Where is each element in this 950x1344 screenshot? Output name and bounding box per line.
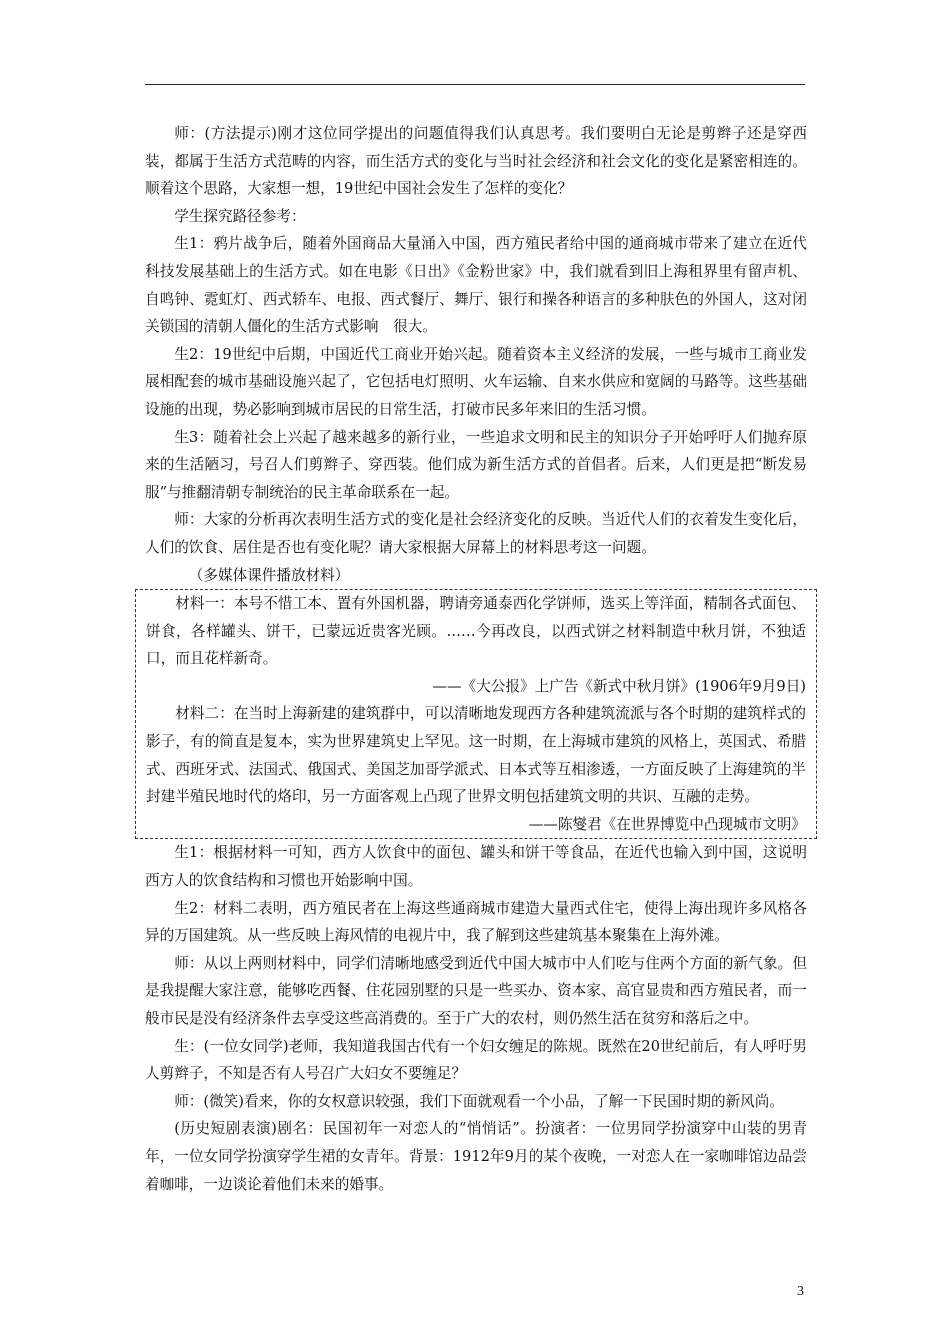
paragraph: 生3：随着社会上兴起了越来越多的新行业，一些追求文明和民主的知识分子开始呼吁人们抛弃原来的生活陋习，号召人们剪辫子、穿西装。他们成为新生活方式的首倡者。后来，人们更是把“断发易服”与推翻清朝专制统治的民主革命联系在一起。	[145, 428, 807, 501]
paragraph: 生2：材料二表明，西方殖民者在上海这些通商城市建造大量西式住宅，使得上海出现许多风格各异的万国建筑。从一些反映上海风情的电视片中，我了解到这些建筑基本聚集在上海外滩。	[145, 899, 807, 945]
paragraph: 生1：鸦片战争后，随着外国商品大量涌入中国，西方殖民者给中国的通商城市带来了建立在近代科技发展基础上的生活方式。如在电影《日出》《金粉世家》中，我们就看到旧上海租界里有留声机、自鸣钟、霓虹灯、西式轿车、电报、西式餐厅、舞厅、银行和操各种语言的多种肤色的外国人，这对闭关锁国的清朝人僵化的生活方式影响 很大。	[145, 235, 807, 336]
materials-box	[135, 589, 817, 839]
material-two-text: 材料二：在当时上海新建的建筑群中，可以清晰地发现西方各种建筑流派与各个时期的建筑样式的影子，有的简直是复本，实为世界建筑史上罕见。这一时期，在上海城市建筑的风格上，英国式、希腊式、西班牙式、法国式、俄国式、美国芝加哥学派式、日本式等互相渗透，一方面反映了上海建筑的半封建半殖民地时代的烙印，另一方面客观上凸现了世界文明包括建筑文明的共识、互融的走势。	[146, 705, 806, 806]
paragraph: 生2：19世纪中后期，中国近代工商业开始兴起。随着资本主义经济的发展，一些与城市工商业发展相配套的城市基础设施兴起了，它包括电灯照明、火车运输、自来水供应和宽阔的马路等。这些基础设施的出现，势必影响到城市居民的日常生活，打破市民多年来旧的生活习惯。	[145, 345, 807, 418]
multimedia-caption: （多媒体课件播放材料）	[188, 566, 350, 584]
paragraph: 师：(微笑)看来，你的女权意识较强，我们下面就观看一个小品，了解一下民国时期的新风尚。	[174, 1092, 784, 1110]
header-rule	[145, 84, 805, 85]
paragraph: (历史短剧表演)剧名：民国初年一对恋人的“悄悄话”。扮演者：一位男同学扮演穿中山装的男青年，一位女同学扮演穿学生裙的女青年。背景：1912年9月的某个夜晚，一对恋人在一家咖啡馆边品尝着咖啡，一边谈论着他们未来的婚事。	[145, 1120, 807, 1193]
material-one-source: ——《大公报》上广告《新式中秋月饼》(1906年9月9日)	[432, 677, 806, 695]
page-number: 3	[797, 1284, 804, 1299]
paragraph: 生1：根据材料一可知，西方人饮食中的面包、罐头和饼干等食品，在近代也输入到中国，这说明西方人的饮食结构和习惯也开始影响中国。	[145, 844, 807, 890]
paragraph: 学生探究路径参考：	[174, 207, 306, 225]
paragraph: 师：从以上两则材料中，同学们清晰地感受到近代中国大城市中人们吃与住两个方面的新气象。但是我提醒大家注意，能够吃西餐、住花园别墅的只是一些买办、资本家、高官显贵和西方殖民者，而一般市民是没有经济条件去享受这些高消费的。至于广大的农村，则仍然生活在贫穷和落后之中。	[145, 954, 807, 1027]
material-two-source: ——陈燮君《在世界博览中凸现城市文明》	[528, 815, 806, 833]
paragraph: 生：(一位女同学)老师，我知道我国古代有一个妇女缠足的陈规。既然在20世纪前后，有人呼吁男人剪辫子，不知是否有人号召广大妇女不要缠足？	[145, 1037, 807, 1083]
material-one-text: 材料一：本号不惜工本、置有外国机器，聘请旁通泰西化学饼师，选买上等洋面，精制各式面包、饼食，各样罐头、饼干，已蒙远近贵客光顾。……今再改良，以西式饼之材料制造中秋月饼，不独适口，而且花样新奇。	[146, 595, 806, 668]
page-body	[145, 120, 807, 1198]
paragraph: 师：大家的分析再次表明生活方式的变化是社会经济变化的反映。当近代人们的衣着发生变化后，人们的饮食、居住是否也有变化呢？请大家根据大屏幕上的材料思考这一问题。	[145, 511, 807, 556]
paragraph: 师：(方法提示)刚才这位同学提出的问题值得我们认真思考。我们要明白无论是剪辫子还是穿西装，都属于生活方式范畴的内容，而生活方式的变化与当时社会经济和社会文化的变化是紧密相连的。顺着这个思路，大家想一想，19世纪中国社会发生了怎样的变化？	[145, 125, 807, 198]
